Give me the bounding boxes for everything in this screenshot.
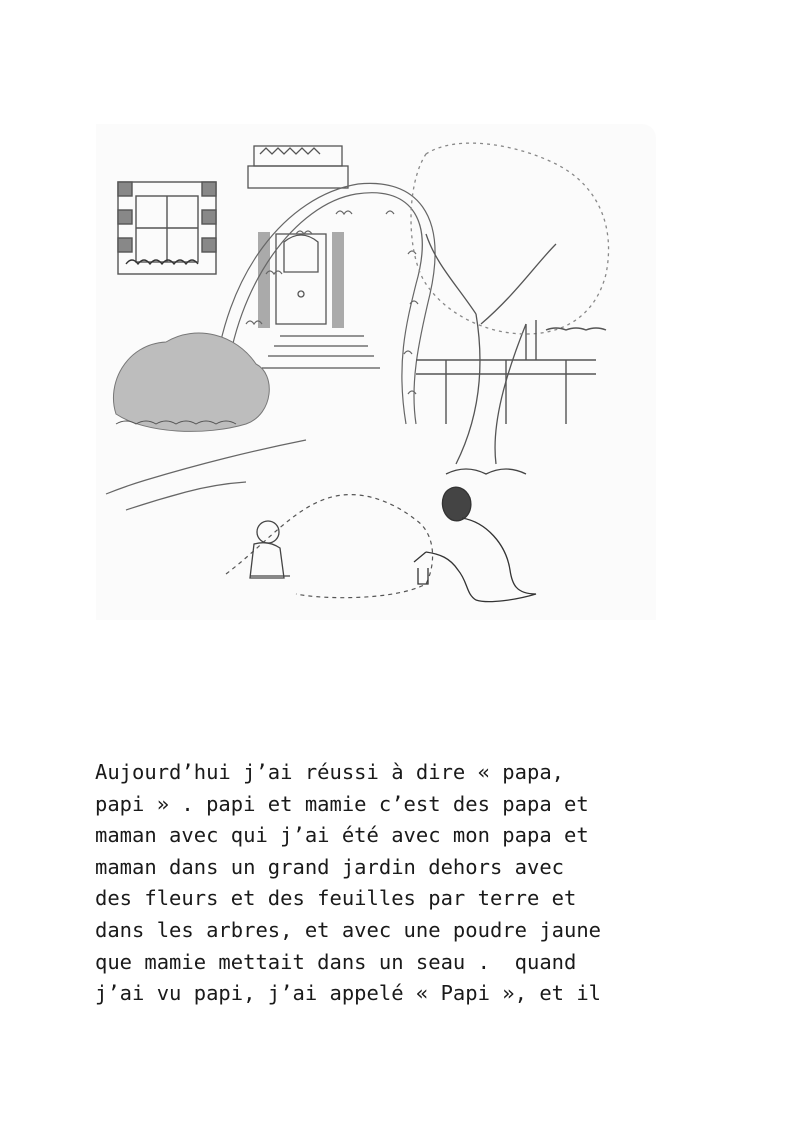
story-line: j’ai vu papi, j’ai appelé « Papi », et il [95,981,602,1006]
grandmother-drawing [414,487,536,601]
tree-drawing [411,143,609,474]
door-drawing [248,146,380,368]
baby-drawing [250,521,290,578]
sandpile-drawing [226,495,433,598]
story-text [95,757,735,1010]
story-line: que mamie mettait dans un seau . quand [95,949,577,974]
lawn-drawing [106,440,306,510]
garden-illustration [96,124,656,620]
story-line: Aujourd’hui j’ai réussi à dire « papa, [95,760,564,784]
bush-drawing [113,333,269,431]
fence-drawing [416,320,606,424]
window-drawing [118,182,216,274]
story-line: maman avec qui j’ai été avec mon papa et [95,823,589,848]
story-line: maman dans un grand jardin dehors avec [95,854,564,879]
story-line: des fleurs et des feuilles par terre et [95,886,577,911]
story-line: dans les arbres, et avec une poudre jaune [95,917,602,942]
story-line: papi » . papi et mamie c’est des papa et [95,791,589,816]
